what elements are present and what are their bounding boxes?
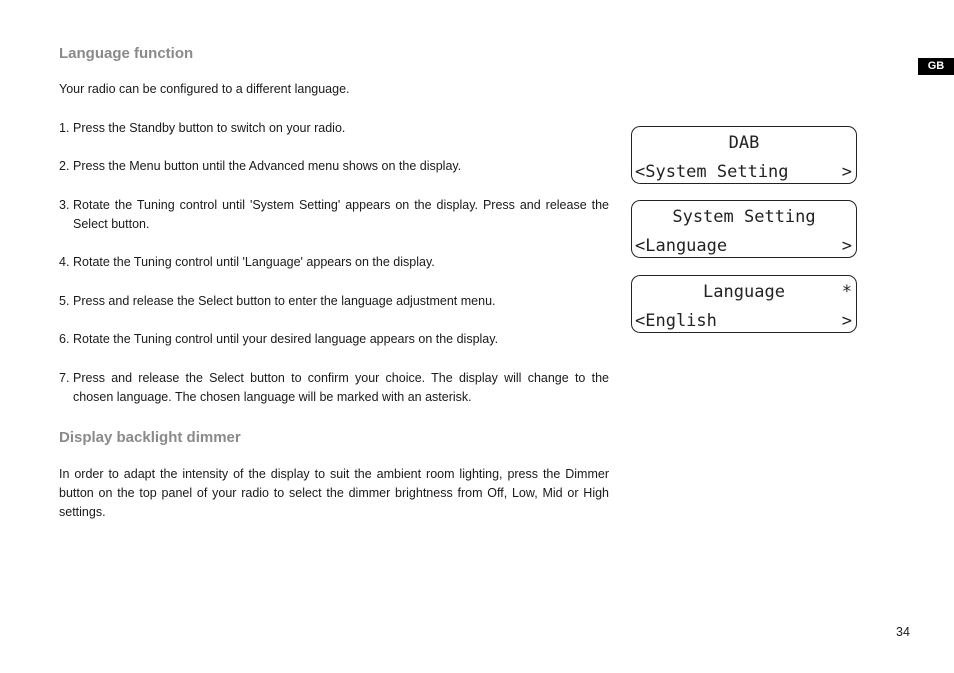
chevron-right-icon: > <box>841 236 852 256</box>
backlight-body: In order to adapt the intensity of the display to suit the ambient room lighting, press the Dimmer button on the top panel of your radio to select the dimmer brightness from Off, Low, Mid or High settings. <box>59 467 609 519</box>
lcd-display-system-setting <box>631 200 857 258</box>
step-number: 5. <box>59 294 70 308</box>
step-item <box>59 330 609 349</box>
step-text: Press and release the Select button to enter the language adjustment menu. <box>73 294 496 308</box>
section-heading-backlight: Display backlight dimmer <box>59 429 241 446</box>
language-badge: GB <box>918 58 954 75</box>
step-number: 6. <box>59 332 70 346</box>
step-text: Press and release the Select button to confirm your choice. The display will change to the chosen language. The chosen language will be marked with an asterisk. <box>73 371 609 404</box>
page-number: 34 <box>896 625 910 639</box>
step-item <box>59 253 609 272</box>
step-item <box>59 196 609 234</box>
step-text: Rotate the Tuning control until 'System Setting' appears on the display. Press and release the Select button. <box>73 198 609 231</box>
section-heading-language: Language function <box>59 45 194 62</box>
lcd-line-2: <Language <box>635 236 728 256</box>
step-number: 7. <box>59 371 70 385</box>
lcd-line-2: <System Setting <box>635 162 789 182</box>
step-number: 2. <box>59 159 70 173</box>
lcd-display-language <box>631 275 857 333</box>
lcd-display-dab <box>631 126 857 184</box>
step-item <box>59 157 609 176</box>
step-item <box>59 369 609 407</box>
language-intro: Your radio can be configured to a different language. <box>59 82 350 96</box>
lcd-line-1: System Setting <box>672 207 816 227</box>
step-text: Rotate the Tuning control until 'Language' appears on the display. <box>73 255 435 269</box>
asterisk-marker: * <box>841 282 852 302</box>
lcd-line-1: Language <box>703 282 785 302</box>
chevron-right-icon: > <box>841 162 852 182</box>
step-text: Press the Standby button to switch on your radio. <box>73 121 346 135</box>
chevron-right-icon: > <box>841 311 852 331</box>
lcd-line-1: DAB <box>728 133 760 153</box>
step-number: 4. <box>59 255 70 269</box>
lcd-line-2: <English <box>635 311 717 331</box>
step-number: 1. <box>59 121 70 135</box>
step-item <box>59 292 609 311</box>
step-text: Rotate the Tuning control until your desired language appears on the display. <box>73 332 499 346</box>
step-item <box>59 119 609 138</box>
step-number: 3. <box>59 198 70 212</box>
step-text: Press the Menu button until the Advanced menu shows on the display. <box>73 159 462 173</box>
